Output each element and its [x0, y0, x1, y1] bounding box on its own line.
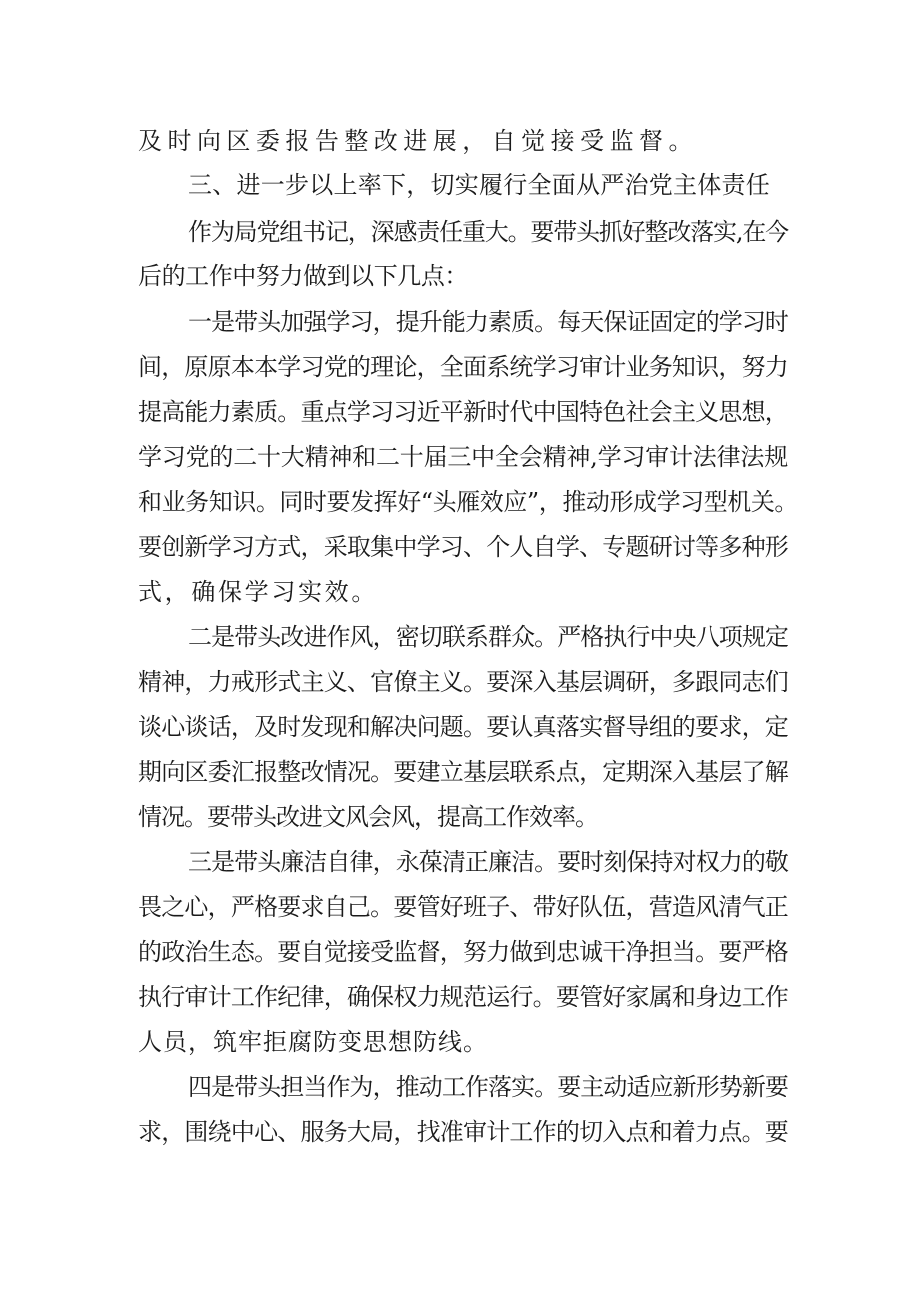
text-line: 三是带头廉洁自律，永葆清正廉洁。要时刻保持对权力的敬: [188, 848, 788, 876]
text-line: 学习党的二十大精神和二十届三中全会精神,学习审计法律法规: [138, 443, 788, 471]
text-line: 谈心谈话，及时发现和解决问题。要认真落实督导组的要求，定: [138, 713, 788, 741]
text-line: 和业务知识。同时要发挥好“头雁效应”，推动形成学习型机关。: [138, 488, 798, 516]
text-line: 执行审计工作纪律，确保权力规范运行。要管好家属和身边工作: [138, 983, 788, 1011]
text-line: 的政治生态。要自觉接受监督，努力做到忠诚干净担当。要严格: [138, 938, 788, 966]
section-heading: 三、进一步以上率下，切实履行全面从严治党主体责任: [188, 171, 770, 199]
text-line: 要创新学习方式，采取集中学习、个人自学、专题研讨等多种形: [138, 533, 788, 561]
text-line: 情况。要带头改进文风会风，提高工作效率。: [138, 803, 598, 831]
text-line: 提高能力素质。重点学习习近平新时代中国特色社会主义思想，: [138, 398, 788, 426]
text-line: 人员，筑牢拒腐防变思想防线。: [138, 1028, 488, 1056]
text-line: 间，原原本本学习党的理论，全面系统学习审计业务知识，努力: [138, 353, 788, 381]
text-line: 期向区委汇报整改情况。要建立基层联系点，定期深入基层了解: [138, 758, 788, 786]
text-line: 一是带头加强学习，提升能力素质。每天保证固定的学习时: [188, 308, 788, 336]
text-line: 作为局党组书记，深感责任重大。要带头抓好整改落实,在今: [188, 218, 788, 246]
text-line: 求，围绕中心、服务大局，找准审计工作的切入点和着力点。要: [138, 1118, 788, 1146]
text-line: 及时向区委报告整改进展，自觉接受监督。: [138, 127, 698, 155]
text-line: 二是带头改进作风，密切联系群众。严格执行中央八项规定: [188, 623, 788, 651]
text-line: 四是带头担当作为，推动工作落实。要主动适应新形势新要: [188, 1073, 788, 1101]
text-line: 后的工作中努力做到以下几点：: [138, 262, 468, 290]
text-line: 式，确保学习实效。: [138, 578, 378, 606]
text-line: 畏之心，严格要求自己。要管好班子、带好队伍，营造风清气正: [138, 893, 788, 921]
text-line: 精神，力戒形式主义、官僚主义。要深入基层调研，多跟同志们: [138, 668, 788, 696]
